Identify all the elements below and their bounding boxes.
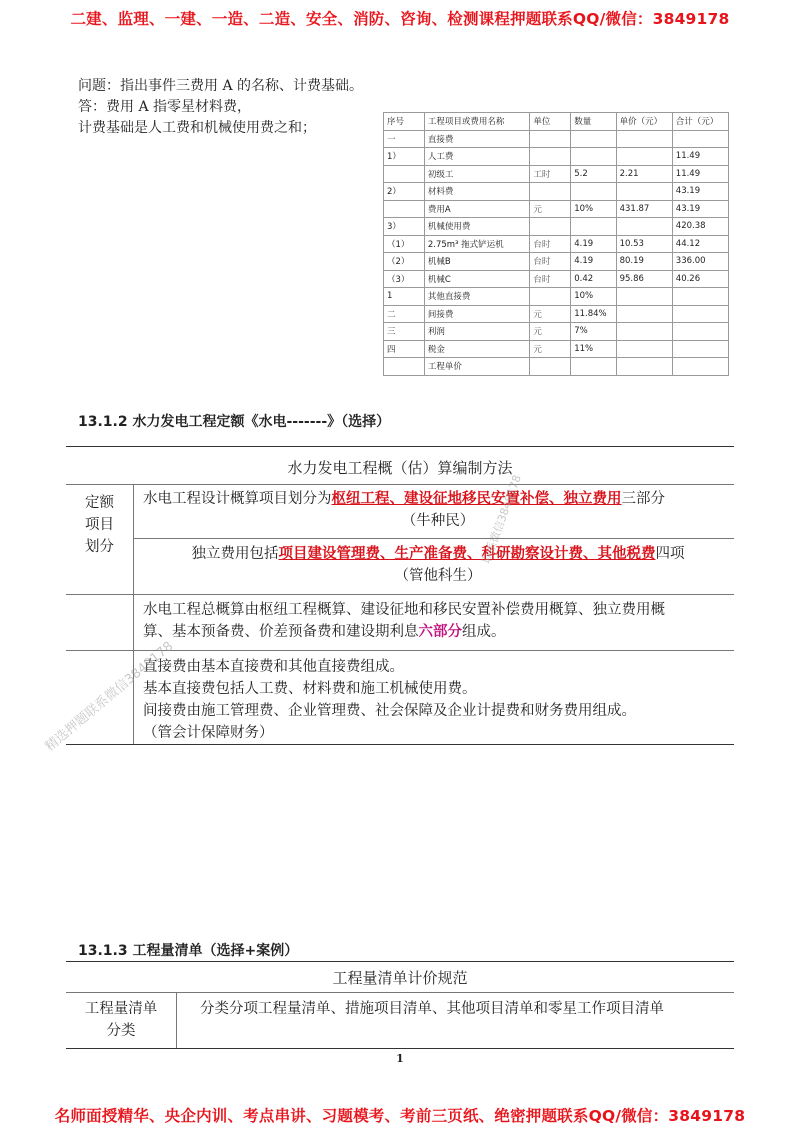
text-line: （管会计保障财务） (143, 725, 274, 741)
table-cell (571, 130, 616, 148)
table-cell: 税金 (424, 340, 530, 358)
hydro-table-caption: 水力发电工程概（估）算编制方法 (287, 459, 513, 477)
text-span: 算、基本预备费、价差预备费和建设期利息 (143, 624, 419, 640)
quota-item-division-label (66, 492, 133, 558)
table-cell: 4.19 (571, 253, 616, 271)
table-cell: 43.19 (672, 200, 728, 218)
page-number: 1 (396, 1052, 404, 1065)
table-cell: 95.86 (616, 270, 672, 288)
table-cell: 费用A (424, 200, 530, 218)
table-cell (672, 340, 728, 358)
table-row (384, 323, 729, 341)
caption-rule (66, 992, 734, 993)
table-cell: 11.49 (672, 148, 728, 166)
table-cell (571, 358, 616, 376)
text-span: 四项 (655, 546, 685, 562)
watermark-text: 联系微信3849178 (479, 473, 524, 566)
table-cell: 机械使用费 (424, 218, 530, 236)
table-cell: 机械C (424, 270, 530, 288)
caption-rule (66, 484, 734, 485)
table-row (384, 270, 729, 288)
table-cell: 40.26 (672, 270, 728, 288)
cost-table-header-cell: 序号 (384, 113, 425, 131)
text-line: 水电工程总概算由枢纽工程概算、建设征地和移民安置补偿费用概算、独立费用概 (143, 602, 665, 618)
bill-classification-content: 分类分项工程量清单、措施项目清单、其他项目清单和零星工作项目清单 (200, 1001, 664, 1017)
table-row (384, 253, 729, 271)
table-cell: 材料费 (424, 183, 530, 201)
qa-block (78, 76, 363, 139)
table-cell: 10% (571, 200, 616, 218)
cost-table-header-cell: 数量 (571, 113, 616, 131)
label-line: 划分 (85, 539, 114, 555)
table-row (384, 288, 729, 306)
label-divider (133, 484, 134, 594)
label-line: 项目 (85, 517, 114, 533)
table-cell: 431.87 (616, 200, 672, 218)
table-cell (616, 183, 672, 201)
table-row (384, 358, 729, 376)
table-cell (384, 358, 425, 376)
table-row (384, 305, 729, 323)
table-cell: 11% (571, 340, 616, 358)
table-top-rule (66, 961, 734, 962)
table-cell (672, 288, 728, 306)
table-cell: 三 (384, 323, 425, 341)
table-cell: 1） (384, 148, 425, 166)
bill-classification-label (66, 998, 176, 1042)
table-cell (616, 358, 672, 376)
label-line: 工程量清单 (84, 1001, 158, 1017)
table-row (384, 165, 729, 183)
table-cell: 2.21 (616, 165, 672, 183)
table-cell: 2） (384, 183, 425, 201)
highlight-three-parts: 枢纽工程、建设征地移民安置补偿、独立费用 (331, 490, 622, 507)
table-cell: 工程单价 (424, 358, 530, 376)
table-cell: 直接费 (424, 130, 530, 148)
table-cell: 其他直接费 (424, 288, 530, 306)
table-cell: 利润 (424, 323, 530, 341)
table-cell (571, 218, 616, 236)
table-cell: 人工费 (424, 148, 530, 166)
mnemonic-text: （牛种民） (401, 513, 475, 529)
table-cell: 43.19 (672, 183, 728, 201)
table-cell: 10% (571, 288, 616, 306)
section-title-13-1-3: 13.1.3 工程量清单（选择+案例） (78, 943, 299, 959)
table-cell (530, 148, 571, 166)
table-cell: 台时 (530, 270, 571, 288)
table-row (384, 340, 729, 358)
table-cell: 7% (571, 323, 616, 341)
table-row (384, 130, 729, 148)
table-cell (530, 183, 571, 201)
table-top-rule (66, 446, 734, 447)
mnemonic-text: （管他科生） (394, 568, 482, 584)
table-cell (384, 200, 425, 218)
table-cell (616, 323, 672, 341)
table-cell (530, 218, 571, 236)
table-row (384, 218, 729, 236)
table-cell: 5.2 (571, 165, 616, 183)
label-line: 定额 (85, 495, 114, 511)
table-cell (384, 165, 425, 183)
text-line: 间接费由施工管理费、企业管理费、社会保障及企业计提费和财务费用组成。 (143, 703, 636, 719)
table-bottom-rule (66, 744, 734, 745)
text-span: 独立费用包括 (191, 546, 279, 562)
table-row (384, 148, 729, 166)
table-cell (530, 288, 571, 306)
top-banner: 二建、监理、一建、一造、二造、安全、消防、咨询、检测课程押题联系QQ/微信：3849178 (70, 10, 730, 28)
table-cell: 11.84% (571, 305, 616, 323)
table-cell: （2） (384, 253, 425, 271)
text-span: 组成。 (462, 624, 506, 640)
row-rule (133, 538, 734, 539)
text-line: 基本直接费包括人工费、材料费和施工机械使用费。 (143, 681, 477, 697)
table-cell: 工时 (530, 165, 571, 183)
table-cell: 台时 (530, 253, 571, 271)
table-row (384, 183, 729, 201)
table-cell: 二 (384, 305, 425, 323)
cost-table (383, 112, 729, 376)
table-cell: 元 (530, 305, 571, 323)
table-cell: （1） (384, 235, 425, 253)
cost-table-header-cell: 单位 (530, 113, 571, 131)
table-cell: 80.19 (616, 253, 672, 271)
label-line: 分类 (106, 1023, 136, 1039)
highlight-six-parts: 六部分 (418, 623, 462, 640)
table-cell (616, 148, 672, 166)
table-row (384, 200, 729, 218)
highlight-four-items: 项目建设管理费、生产准备费、科研勘察设计费、其他税费 (278, 545, 656, 562)
table-row (384, 235, 729, 253)
table-cell: 3） (384, 218, 425, 236)
bill-table-caption: 工程量清单计价规范 (332, 969, 468, 987)
table-cell: 间接费 (424, 305, 530, 323)
table-cell: 1 (384, 288, 425, 306)
cost-table-header-cell: 合计（元） (672, 113, 728, 131)
table-cell: 4.19 (571, 235, 616, 253)
table-cell: （3） (384, 270, 425, 288)
table-cell (616, 288, 672, 306)
watermark-text: 精选押题联系微信3849178 (42, 638, 177, 755)
table-cell: 2.75m³ 拖式铲运机 (424, 235, 530, 253)
table-cell: 元 (530, 340, 571, 358)
cost-table-header-cell: 工程项目或费用名称 (424, 113, 530, 131)
bottom-banner: 名师面授精华、央企内训、考点串讲、习题模考、考前三页纸、绝密押题联系QQ/微信：3849178 (54, 1107, 746, 1125)
table-cell (530, 358, 571, 376)
cost-table-body (384, 130, 729, 375)
table-cell: 336.00 (672, 253, 728, 271)
text-line: 直接费由基本直接费和其他直接费组成。 (143, 659, 404, 675)
table-cell: 元 (530, 200, 571, 218)
cost-table-header-cell: 单价（元） (616, 113, 672, 131)
table-cell: 机械B (424, 253, 530, 271)
table-cell (571, 148, 616, 166)
section-title-13-1-2: 13.1.2 水力发电工程定额《水电-------》（选择） (78, 414, 391, 430)
table-cell: 11.49 (672, 165, 728, 183)
table-cell: 元 (530, 323, 571, 341)
total-estimate-paragraph (143, 599, 733, 643)
table-cell (672, 358, 728, 376)
table-cell: 420.38 (672, 218, 728, 236)
independent-cost-paragraph (143, 543, 733, 587)
table-cell (616, 340, 672, 358)
table-cell: 初级工 (424, 165, 530, 183)
table-cell: 0.42 (571, 270, 616, 288)
answer-text-2: 计费基础是人工费和机械使用费之和； (78, 120, 316, 136)
table-cell (530, 130, 571, 148)
table-cell: 10.53 (616, 235, 672, 253)
question-text: 问题：指出事件三费用 A 的名称、计费基础。 (78, 78, 364, 94)
table-cell: 四 (384, 340, 425, 358)
cost-table-header-row (384, 113, 729, 131)
row-rule (66, 594, 734, 595)
answer-text-1: 答：费用 A 指零星材料费， (78, 99, 252, 115)
project-division-paragraph (143, 488, 733, 532)
table-cell (672, 305, 728, 323)
table-cell (672, 323, 728, 341)
table-bottom-rule (66, 1048, 734, 1049)
text-span: 水电工程设计概算项目划分为 (143, 491, 332, 507)
table-cell: 44.12 (672, 235, 728, 253)
table-cell: 台时 (530, 235, 571, 253)
direct-indirect-cost-paragraph (143, 656, 733, 744)
table-cell (571, 183, 616, 201)
table-cell (616, 218, 672, 236)
table-cell (616, 130, 672, 148)
table-cell (616, 305, 672, 323)
table-cell (672, 130, 728, 148)
text-span: 三部分 (621, 491, 665, 507)
label-divider (176, 992, 177, 1048)
table-cell: 一 (384, 130, 425, 148)
